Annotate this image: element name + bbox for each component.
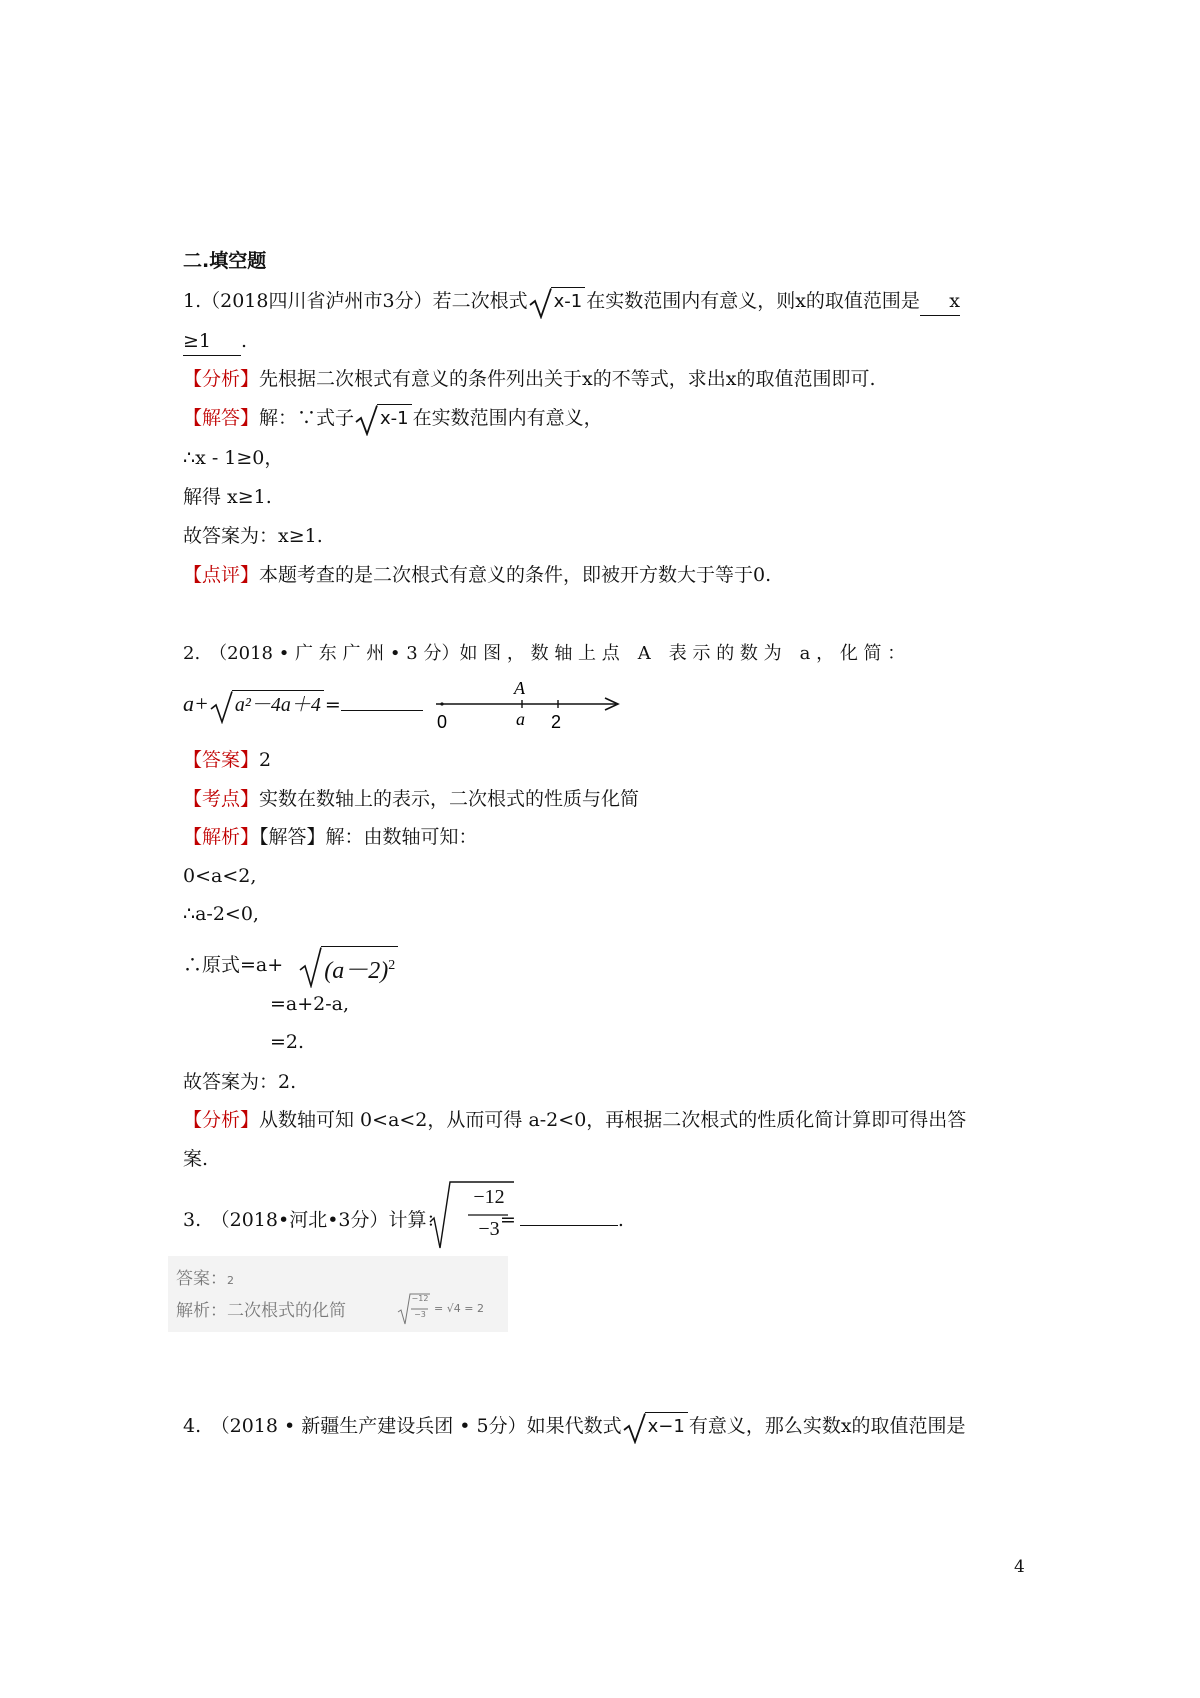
q1-line2: ≥1 .	[183, 327, 247, 356]
q3-answer-image: 答案：2 解析：二次根式的化简 −12 −3 = √4 = 2	[168, 1256, 508, 1332]
q1-radical	[529, 287, 586, 317]
axis-label-0: 0	[437, 712, 448, 732]
q2-answer: 【答案】2	[183, 749, 272, 771]
q2-radical: a²－4a＋4	[210, 690, 324, 722]
q1-comment: 【点评】本题考查的是二次根式有意义的条件，即被开方数大于等于0.	[183, 564, 772, 586]
q1-line1	[183, 287, 960, 317]
q1-answer-blank: x	[920, 287, 960, 316]
q2-s4: =a+2-a,	[270, 993, 350, 1015]
q3-numerator: −12	[473, 1186, 505, 1208]
section-title: 二.填空题	[183, 250, 267, 272]
q1-answer-blank-cont: ≥1	[183, 327, 241, 356]
q1-analysis: 【分析】先根据二次根式有意义的条件列出关于x的不等式，求出x的取值范围即可.	[183, 368, 876, 390]
q1-solution: 【解答】解：∵式子 x-1 在实数范围内有意义，	[183, 404, 603, 434]
axis-label-a: a	[516, 709, 525, 729]
q4-radical: x−1	[623, 1412, 688, 1442]
q2-expression: a+ a²－4a＋4 =	[183, 690, 423, 722]
q2-line1: 2. （2018 • 广 东 广 州 • 3 分）如 图 ， 数 轴 上 点 A 表 示 的 数 为 a ， 化 简 ：	[183, 643, 906, 664]
q1-solution-tag: 【解答】	[183, 407, 260, 429]
q2-explain: 【解析】【解答】解：由数轴可知：	[183, 826, 478, 848]
q2-s6: 故答案为：2.	[183, 1071, 297, 1093]
axis-label-A: A	[514, 678, 525, 698]
q3-line: 3. （2018•河北•3分）计算：	[183, 1209, 446, 1231]
q1-analysis-tag: 【分析】	[183, 368, 260, 390]
q2-s5: =2.	[270, 1031, 305, 1053]
q2-s3: ∴原式=a+ $(a-2)^2$	[183, 946, 399, 986]
q2-s1: 0<a<2,	[183, 865, 257, 887]
q2-s2: ∴a-2<0,	[183, 903, 259, 925]
q1-step2: 解得 x≥1.	[183, 486, 272, 508]
number-line	[430, 676, 630, 736]
q2-s3-radical: $(a-2)^2$	[299, 946, 398, 986]
q1-solution-radical: x-1	[355, 404, 412, 434]
q3-answer: = .	[500, 1209, 624, 1231]
axis-label-2: 2	[551, 712, 562, 732]
q1-suffix: 在实数范围内有意义，则x的取值范围是	[586, 290, 920, 312]
q1-radicand: x-1	[551, 287, 586, 315]
q1-step3: 故答案为：x≥1.	[183, 525, 323, 547]
q1-prefix: 1.（2018四川省泸州市3分）若二次根式	[183, 290, 528, 312]
q2-topic: 【考点】实数在数轴上的表示，二次根式的性质与化简	[183, 788, 640, 810]
q2-analysis: 【分析】从数轴可知 0<a<2，从而可得 a-2<0，再根据二次根式的性质化简计算即可得出答	[183, 1109, 967, 1131]
q2-answer-blank	[341, 710, 423, 711]
q1-comment-tag: 【点评】	[183, 564, 260, 586]
q3-denominator: −3	[478, 1218, 500, 1240]
page-number: 4	[1014, 1557, 1025, 1577]
q2-analysis-cont: 案.	[183, 1148, 209, 1170]
q3-answer-blank	[520, 1225, 618, 1226]
q1-step1: ∴x - 1≥0，	[183, 447, 284, 469]
q4-line: 4. （2018 • 新疆生产建设兵团 • 5分）如果代数式 x−1 有意义，那么实数x的取值范围是	[183, 1412, 966, 1442]
